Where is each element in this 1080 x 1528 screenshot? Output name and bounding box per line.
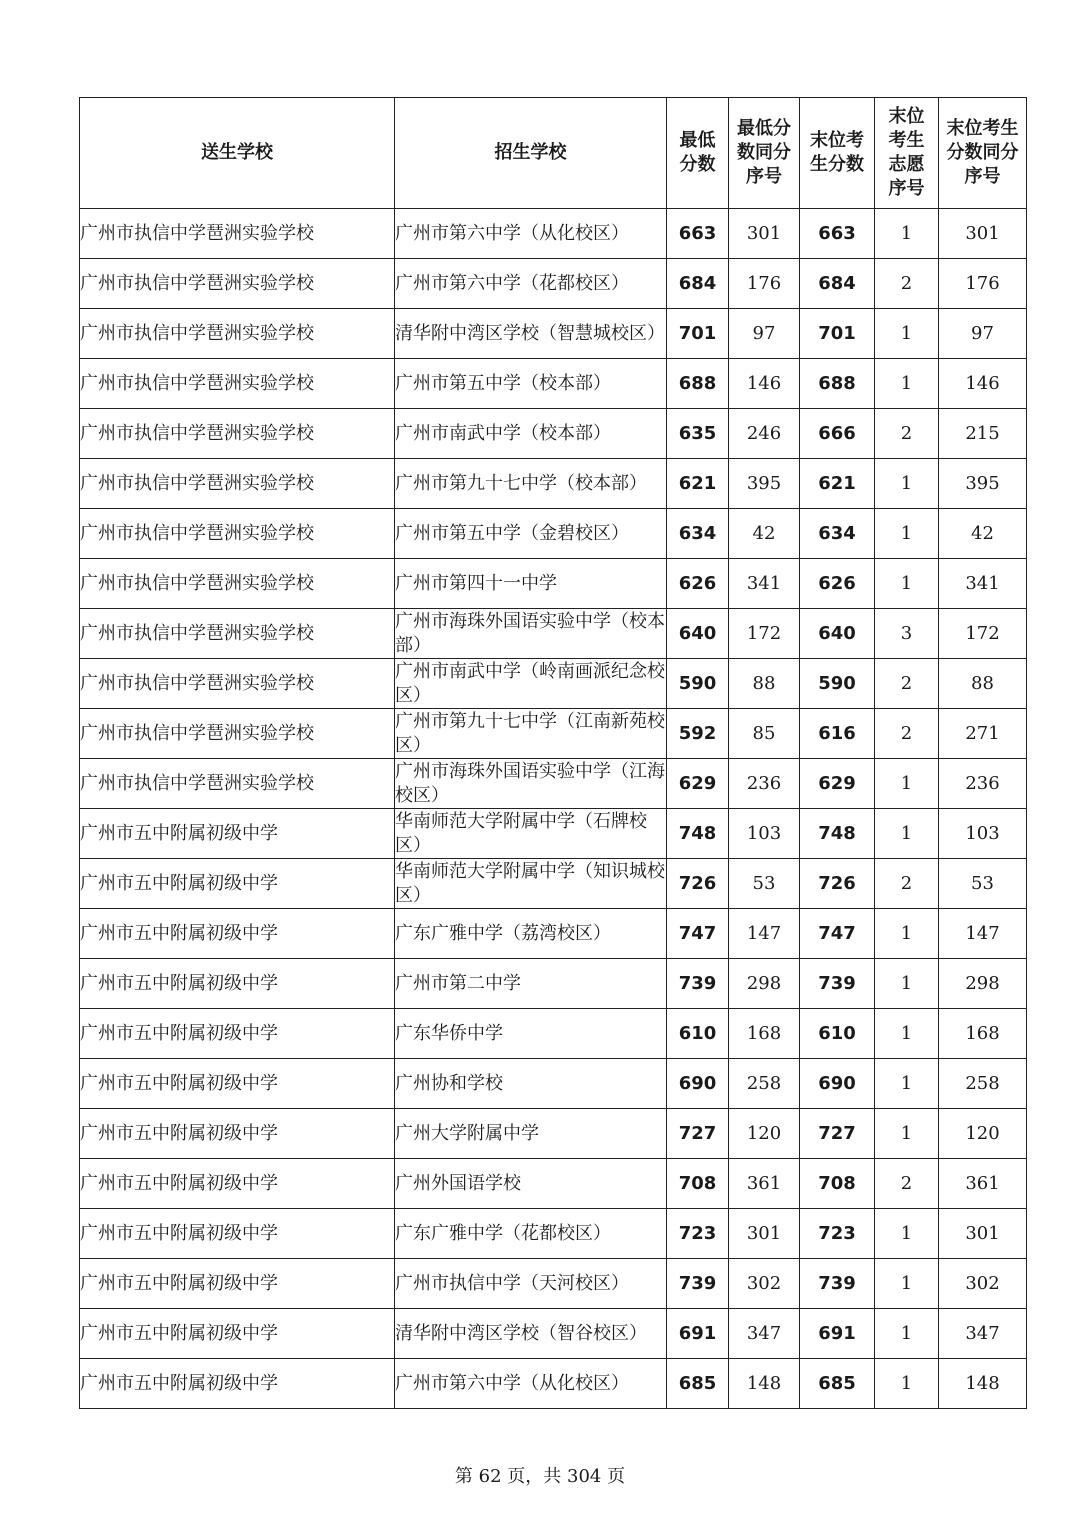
min-score-cell: 640 <box>667 609 729 659</box>
last-score-cell: 610 <box>800 1009 875 1059</box>
min-score-rank-cell: 258 <box>729 1059 800 1109</box>
min-score-rank-cell: 361 <box>729 1159 800 1209</box>
send-school-cell: 广州市五中附属初级中学 <box>80 1209 395 1259</box>
admit-school-cell: 广东华侨中学 <box>395 1009 667 1059</box>
last-score-cell: 629 <box>800 759 875 809</box>
send-school-cell: 广州市执信中学琶洲实验学校 <box>80 409 395 459</box>
col-header-last-score-rank: 末位考生 分数同分 序号 <box>939 98 1027 209</box>
last-preference-cell: 1 <box>875 959 939 1009</box>
min-score-rank-cell: 301 <box>729 1209 800 1259</box>
admit-school-cell: 广东广雅中学（荔湾校区） <box>395 909 667 959</box>
last-preference-cell: 2 <box>875 409 939 459</box>
last-score-cell: 634 <box>800 509 875 559</box>
last-preference-cell: 1 <box>875 909 939 959</box>
min-score-cell: 708 <box>667 1159 729 1209</box>
admit-school-cell: 广州市第五中学（校本部） <box>395 359 667 409</box>
min-score-rank-cell: 168 <box>729 1009 800 1059</box>
send-school-cell: 广州市五中附属初级中学 <box>80 809 395 859</box>
min-score-rank-cell: 53 <box>729 859 800 909</box>
last-preference-cell: 2 <box>875 1159 939 1209</box>
min-score-rank-cell: 42 <box>729 509 800 559</box>
last-preference-cell: 1 <box>875 1209 939 1259</box>
send-school-cell: 广州市五中附属初级中学 <box>80 1309 395 1359</box>
table-row <box>80 1259 1027 1309</box>
min-score-rank-cell: 341 <box>729 559 800 609</box>
table-row <box>80 1059 1027 1109</box>
table-row <box>80 609 1027 659</box>
last-score-rank-cell: 298 <box>939 959 1027 1009</box>
last-preference-cell: 1 <box>875 359 939 409</box>
table-row <box>80 759 1027 809</box>
last-score-cell: 688 <box>800 359 875 409</box>
last-score-rank-cell: 215 <box>939 409 1027 459</box>
table-row <box>80 209 1027 259</box>
last-preference-cell: 1 <box>875 1009 939 1059</box>
admit-school-cell: 广州大学附属中学 <box>395 1109 667 1159</box>
min-score-rank-cell: 88 <box>729 659 800 709</box>
table-row <box>80 509 1027 559</box>
send-school-cell: 广州市执信中学琶洲实验学校 <box>80 309 395 359</box>
table-row <box>80 259 1027 309</box>
last-score-rank-cell: 176 <box>939 259 1027 309</box>
send-school-cell: 广州市执信中学琶洲实验学校 <box>80 559 395 609</box>
last-score-cell: 685 <box>800 1359 875 1409</box>
last-preference-cell: 1 <box>875 459 939 509</box>
min-score-cell: 685 <box>667 1359 729 1409</box>
last-score-rank-cell: 120 <box>939 1109 1027 1159</box>
admit-school-cell: 广州市第二中学 <box>395 959 667 1009</box>
last-score-rank-cell: 88 <box>939 659 1027 709</box>
min-score-rank-cell: 176 <box>729 259 800 309</box>
last-score-cell: 640 <box>800 609 875 659</box>
min-score-rank-cell: 172 <box>729 609 800 659</box>
last-score-rank-cell: 271 <box>939 709 1027 759</box>
last-score-rank-cell: 42 <box>939 509 1027 559</box>
last-score-rank-cell: 258 <box>939 1059 1027 1109</box>
last-score-rank-cell: 103 <box>939 809 1027 859</box>
table-row <box>80 859 1027 909</box>
min-score-rank-cell: 85 <box>729 709 800 759</box>
last-score-cell: 663 <box>800 209 875 259</box>
col-header-admit-school: 招生学校 <box>395 98 667 209</box>
send-school-cell: 广州市执信中学琶洲实验学校 <box>80 209 395 259</box>
admit-school-cell: 广州市第五中学（金碧校区） <box>395 509 667 559</box>
last-score-cell: 691 <box>800 1309 875 1359</box>
min-score-cell: 690 <box>667 1059 729 1109</box>
last-score-cell: 727 <box>800 1109 875 1159</box>
table-row <box>80 409 1027 459</box>
admit-school-cell: 广州市南武中学（校本部） <box>395 409 667 459</box>
last-preference-cell: 1 <box>875 1109 939 1159</box>
send-school-cell: 广州市执信中学琶洲实验学校 <box>80 459 395 509</box>
last-score-cell: 739 <box>800 1259 875 1309</box>
last-score-cell: 590 <box>800 659 875 709</box>
min-score-cell: 610 <box>667 1009 729 1059</box>
admit-school-cell: 广州市第六中学（从化校区） <box>395 1359 667 1409</box>
last-score-rank-cell: 395 <box>939 459 1027 509</box>
last-preference-cell: 2 <box>875 859 939 909</box>
header-row <box>80 98 1027 209</box>
min-score-cell: 739 <box>667 959 729 1009</box>
admit-school-cell: 广州协和学校 <box>395 1059 667 1109</box>
last-preference-cell: 1 <box>875 1309 939 1359</box>
min-score-rank-cell: 236 <box>729 759 800 809</box>
min-score-cell: 629 <box>667 759 729 809</box>
admission-table <box>79 97 1027 1409</box>
min-score-rank-cell: 147 <box>729 909 800 959</box>
admit-school-cell: 华南师范大学附属中学（石牌校区） <box>395 809 667 859</box>
last-score-cell: 747 <box>800 909 875 959</box>
send-school-cell: 广州市执信中学琶洲实验学校 <box>80 509 395 559</box>
page-footer: 第 62 页，共 304 页 <box>454 1466 626 1487</box>
last-score-cell: 739 <box>800 959 875 1009</box>
admit-school-cell: 清华附中湾区学校（智慧城校区） <box>395 309 667 359</box>
last-score-rank-cell: 301 <box>939 1209 1027 1259</box>
last-preference-cell: 1 <box>875 1059 939 1109</box>
last-score-cell: 666 <box>800 409 875 459</box>
min-score-cell: 748 <box>667 809 729 859</box>
min-score-cell: 684 <box>667 259 729 309</box>
send-school-cell: 广州市执信中学琶洲实验学校 <box>80 609 395 659</box>
min-score-rank-cell: 148 <box>729 1359 800 1409</box>
min-score-cell: 590 <box>667 659 729 709</box>
min-score-cell: 723 <box>667 1209 729 1259</box>
admit-school-cell: 广州市南武中学（岭南画派纪念校区） <box>395 659 667 709</box>
table-body <box>80 209 1027 1409</box>
last-preference-cell: 1 <box>875 509 939 559</box>
last-score-rank-cell: 97 <box>939 309 1027 359</box>
table-row <box>80 1009 1027 1059</box>
admit-school-cell: 广东广雅中学（花都校区） <box>395 1209 667 1259</box>
last-score-rank-cell: 147 <box>939 909 1027 959</box>
last-score-cell: 708 <box>800 1159 875 1209</box>
table-row <box>80 359 1027 409</box>
admit-school-cell: 广州市海珠外国语实验中学（校本部） <box>395 609 667 659</box>
min-score-cell: 739 <box>667 1259 729 1309</box>
min-score-cell: 688 <box>667 359 729 409</box>
min-score-cell: 663 <box>667 209 729 259</box>
admit-school-cell: 清华附中湾区学校（智谷校区） <box>395 1309 667 1359</box>
last-score-cell: 626 <box>800 559 875 609</box>
admit-school-cell: 广州市海珠外国语实验中学（江海校区） <box>395 759 667 809</box>
admit-school-cell: 广州外国语学校 <box>395 1159 667 1209</box>
last-score-rank-cell: 302 <box>939 1259 1027 1309</box>
last-score-rank-cell: 146 <box>939 359 1027 409</box>
last-score-rank-cell: 301 <box>939 209 1027 259</box>
admit-school-cell: 广州市第六中学（从化校区） <box>395 209 667 259</box>
send-school-cell: 广州市五中附属初级中学 <box>80 1159 395 1209</box>
last-score-rank-cell: 168 <box>939 1009 1027 1059</box>
admit-school-cell: 华南师范大学附属中学（知识城校区） <box>395 859 667 909</box>
send-school-cell: 广州市五中附属初级中学 <box>80 1359 395 1409</box>
min-score-cell: 621 <box>667 459 729 509</box>
last-score-rank-cell: 172 <box>939 609 1027 659</box>
last-preference-cell: 1 <box>875 1359 939 1409</box>
last-score-cell: 723 <box>800 1209 875 1259</box>
last-score-cell: 690 <box>800 1059 875 1109</box>
table-row <box>80 909 1027 959</box>
min-score-cell: 701 <box>667 309 729 359</box>
min-score-cell: 727 <box>667 1109 729 1159</box>
last-preference-cell: 2 <box>875 659 939 709</box>
send-school-cell: 广州市五中附属初级中学 <box>80 909 395 959</box>
table-row <box>80 709 1027 759</box>
admit-school-cell: 广州市第九十七中学（江南新苑校区） <box>395 709 667 759</box>
send-school-cell: 广州市五中附属初级中学 <box>80 1109 395 1159</box>
last-score-rank-cell: 236 <box>939 759 1027 809</box>
min-score-cell: 626 <box>667 559 729 609</box>
last-score-rank-cell: 341 <box>939 559 1027 609</box>
last-score-cell: 621 <box>800 459 875 509</box>
col-header-min-score: 最低 分数 <box>667 98 729 209</box>
last-score-cell: 701 <box>800 309 875 359</box>
col-header-last-score: 末位考 生分数 <box>800 98 875 209</box>
admit-school-cell: 广州市第六中学（花都校区） <box>395 259 667 309</box>
table-row <box>80 1359 1027 1409</box>
table-row <box>80 809 1027 859</box>
last-preference-cell: 1 <box>875 559 939 609</box>
table-row <box>80 1109 1027 1159</box>
last-preference-cell: 1 <box>875 809 939 859</box>
min-score-rank-cell: 103 <box>729 809 800 859</box>
send-school-cell: 广州市执信中学琶洲实验学校 <box>80 659 395 709</box>
send-school-cell: 广州市执信中学琶洲实验学校 <box>80 259 395 309</box>
last-preference-cell: 2 <box>875 709 939 759</box>
send-school-cell: 广州市五中附属初级中学 <box>80 1009 395 1059</box>
last-score-rank-cell: 53 <box>939 859 1027 909</box>
min-score-rank-cell: 146 <box>729 359 800 409</box>
min-score-cell: 747 <box>667 909 729 959</box>
min-score-cell: 635 <box>667 409 729 459</box>
min-score-rank-cell: 347 <box>729 1309 800 1359</box>
last-preference-cell: 2 <box>875 259 939 309</box>
last-preference-cell: 1 <box>875 1259 939 1309</box>
table-row <box>80 659 1027 709</box>
last-score-cell: 616 <box>800 709 875 759</box>
min-score-rank-cell: 246 <box>729 409 800 459</box>
send-school-cell: 广州市五中附属初级中学 <box>80 1259 395 1309</box>
col-header-last-preference: 末位 考生 志愿 序号 <box>875 98 939 209</box>
last-preference-cell: 1 <box>875 209 939 259</box>
min-score-rank-cell: 301 <box>729 209 800 259</box>
col-header-send-school: 送生学校 <box>80 98 395 209</box>
min-score-rank-cell: 298 <box>729 959 800 1009</box>
last-preference-cell: 1 <box>875 309 939 359</box>
send-school-cell: 广州市五中附属初级中学 <box>80 859 395 909</box>
min-score-cell: 634 <box>667 509 729 559</box>
min-score-cell: 726 <box>667 859 729 909</box>
last-preference-cell: 1 <box>875 759 939 809</box>
table-row <box>80 309 1027 359</box>
min-score-cell: 592 <box>667 709 729 759</box>
table-row <box>80 959 1027 1009</box>
admit-school-cell: 广州市第九十七中学（校本部） <box>395 459 667 509</box>
min-score-rank-cell: 120 <box>729 1109 800 1159</box>
send-school-cell: 广州市执信中学琶洲实验学校 <box>80 709 395 759</box>
last-score-cell: 684 <box>800 259 875 309</box>
table-row <box>80 459 1027 509</box>
table-row <box>80 559 1027 609</box>
col-header-min-score-rank: 最低分 数同分 序号 <box>729 98 800 209</box>
send-school-cell: 广州市执信中学琶洲实验学校 <box>80 359 395 409</box>
min-score-rank-cell: 97 <box>729 309 800 359</box>
last-score-cell: 726 <box>800 859 875 909</box>
last-score-rank-cell: 361 <box>939 1159 1027 1209</box>
min-score-cell: 691 <box>667 1309 729 1359</box>
last-score-rank-cell: 148 <box>939 1359 1027 1409</box>
table-row <box>80 1309 1027 1359</box>
admit-school-cell: 广州市第四十一中学 <box>395 559 667 609</box>
min-score-rank-cell: 302 <box>729 1259 800 1309</box>
table-row <box>80 1159 1027 1209</box>
admit-school-cell: 广州市执信中学（天河校区） <box>395 1259 667 1309</box>
min-score-rank-cell: 395 <box>729 459 800 509</box>
send-school-cell: 广州市五中附属初级中学 <box>80 959 395 1009</box>
table-row <box>80 1209 1027 1259</box>
last-score-cell: 748 <box>800 809 875 859</box>
last-preference-cell: 3 <box>875 609 939 659</box>
send-school-cell: 广州市执信中学琶洲实验学校 <box>80 759 395 809</box>
last-score-rank-cell: 347 <box>939 1309 1027 1359</box>
send-school-cell: 广州市五中附属初级中学 <box>80 1059 395 1109</box>
